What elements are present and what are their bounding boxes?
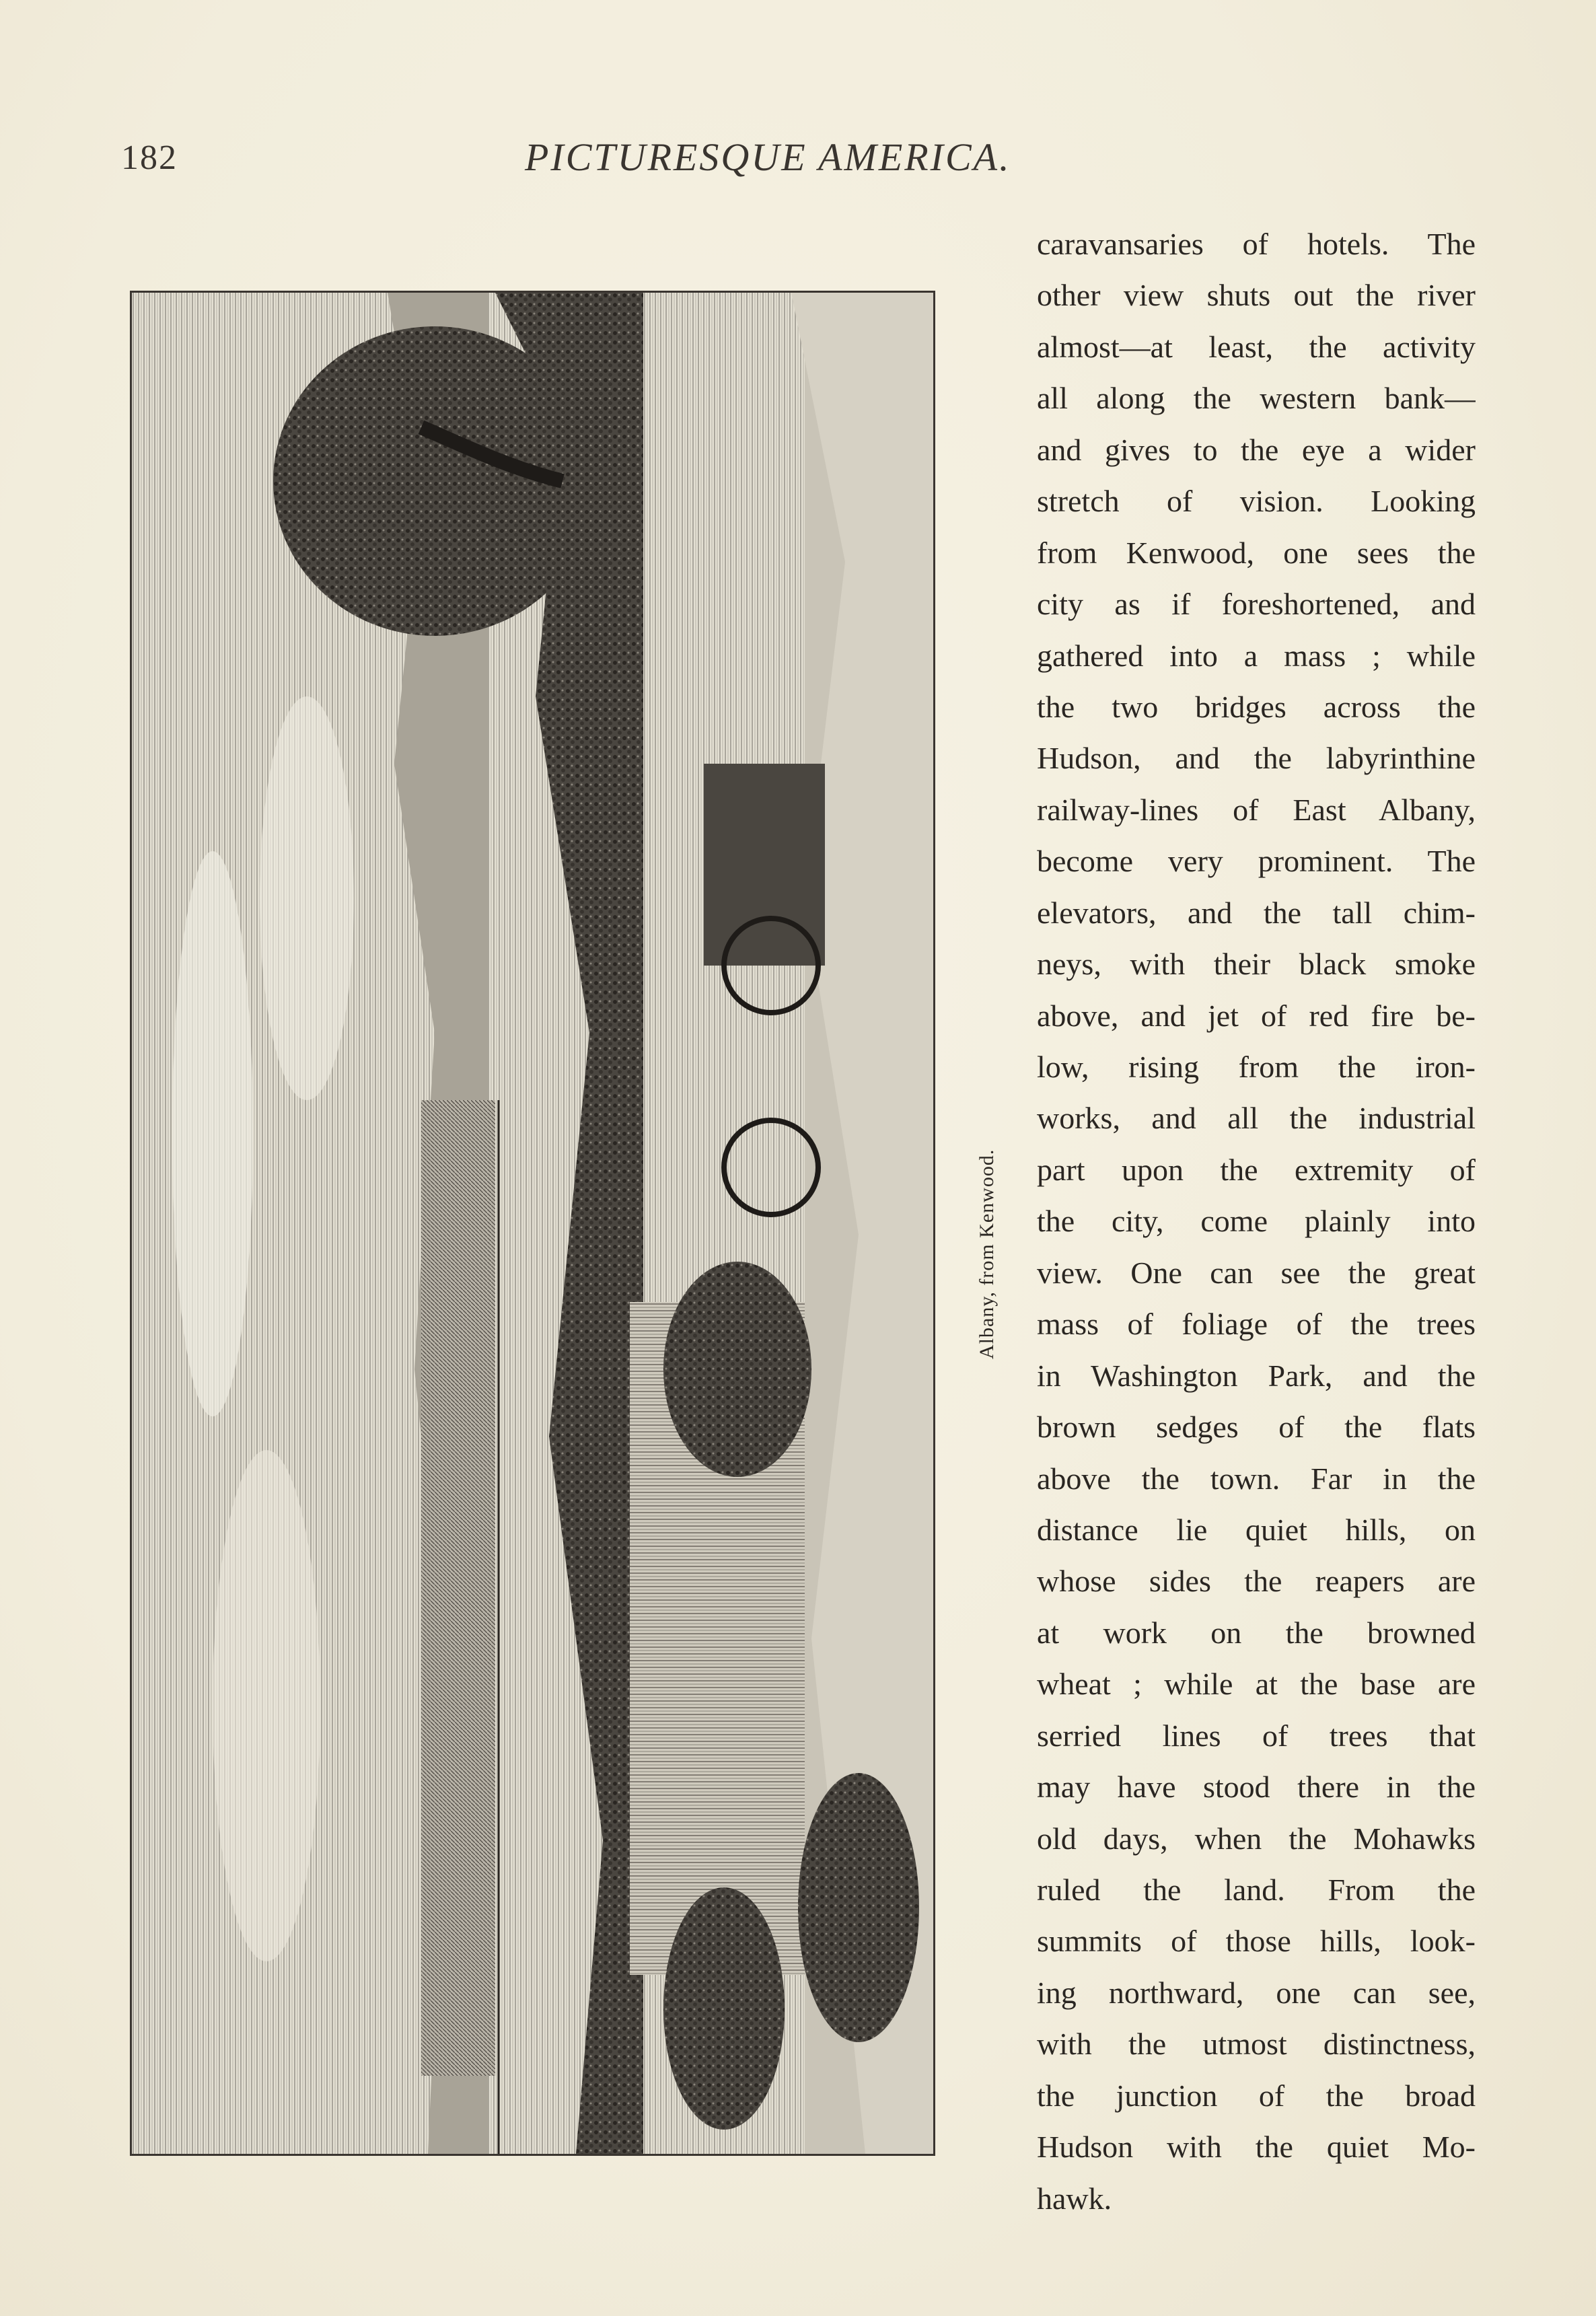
text-line: with the utmost distinctness, [1037,2027,1476,2062]
text-line: works, and all the industrial [1037,1101,1476,1136]
text-line: brown sedges of the flats [1037,1410,1476,1445]
text-line: railway-lines of East Albany, [1037,792,1476,827]
text-line: serried lines of trees that [1037,1718,1476,1753]
text-line: ruled the land. From the [1037,1873,1476,1907]
text-line: mass of foliage of the trees [1037,1307,1476,1342]
text-line: above, and jet of red fire be- [1037,998,1476,1033]
text-line: Hudson with the quiet Mo- [1037,2130,1476,2165]
text-line: gathered into a mass ; while [1037,638,1476,673]
text-line: old days, when the Mohawks [1037,1821,1476,1856]
text-line: part upon the extremity of [1037,1152,1476,1187]
text-line: become very prominent. The [1037,844,1476,879]
text-line: ing northward, one can see, [1037,1975,1476,2010]
text-line: stretch of vision. Looking [1037,484,1476,519]
running-title: PICTURESQUE AMERICA. [525,135,1011,179]
text-line: the two bridges across the [1037,689,1476,724]
text-line: wheat ; while at the base are [1037,1667,1476,1702]
text-line: may have stood there in the [1037,1770,1476,1805]
text-line: elevators, and the tall chim- [1037,895,1476,930]
text-line: low, rising from the iron- [1037,1050,1476,1084]
text-line: other view shuts out the river [1037,278,1476,313]
text-line: caravansaries of hotels. The [1037,227,1476,261]
text-line: at work on the browned [1037,1615,1476,1650]
text-line: city as if foreshortened, and [1037,587,1476,622]
page-number: 182 [121,139,178,177]
body-text-column [1037,219,1476,2224]
text-line: hawk. [1037,2181,1112,2216]
text-line: the city, come plainly into [1037,1204,1476,1239]
text-line: and gives to the eye a wider [1037,432,1476,467]
text-line: summits of those hills, look- [1037,1924,1476,1959]
text-line: whose sides the reapers are [1037,1564,1476,1599]
illustration-caption: Albany, from Kenwood. [976,1149,998,1359]
text-line: all along the western bank— [1037,381,1476,416]
engraving-illustration [130,291,935,2156]
text-line: in Washington Park, and the [1037,1358,1476,1393]
text-line: Hudson, and the labyrinthine [1037,741,1476,776]
text-line: view. One can see the great [1037,1255,1476,1290]
text-line: the junction of the broad [1037,2078,1476,2113]
text-line: from Kenwood, one sees the [1037,535,1476,570]
engraving-landscape-image [132,293,933,2154]
text-line: neys, with their black smoke [1037,947,1476,982]
text-line: almost—at least, the activity [1037,329,1476,364]
text-line: above the town. Far in the [1037,1461,1476,1496]
text-line: distance lie quiet hills, on [1037,1512,1476,1547]
